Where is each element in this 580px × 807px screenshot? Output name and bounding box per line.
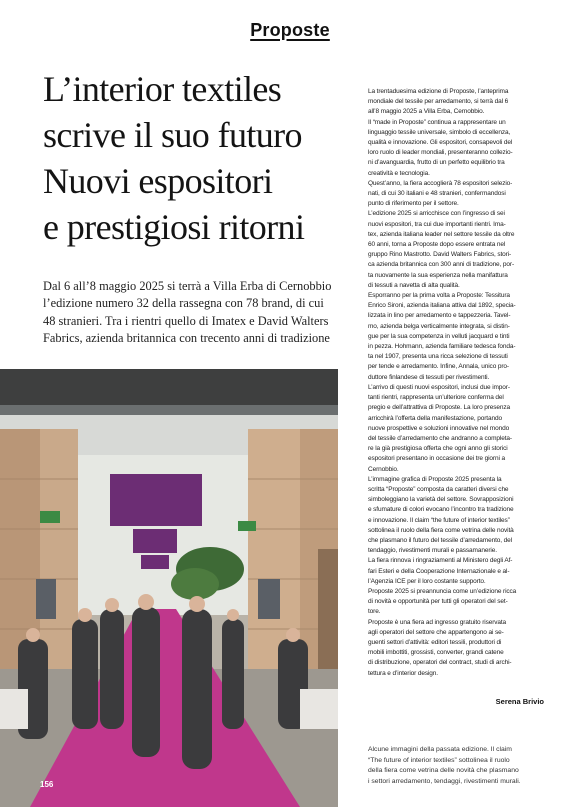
body-line: guenti settori d’attività: editori tessili, produttori di: [368, 638, 502, 646]
body-line: scritta “Proposte” composta da caratteri diversi che: [368, 485, 509, 493]
caption-line: della fiera come vetrina delle novità che plasmano: [368, 767, 519, 774]
headline-line: Nuovi espositori: [43, 161, 273, 201]
headline-line: e prestigiosi ritorni: [43, 207, 305, 247]
body-line: simboleggiano la varietà del settore. Sovrapposizioni: [368, 496, 514, 504]
body-paragraph: [368, 291, 546, 383]
body-line: Esporranno per la prima volta a Proposte: Tessitura: [368, 292, 510, 300]
body-line: La fiera rinnova i ringraziamenti al Ministero degli Af-: [368, 557, 513, 565]
body-line: che plasmano il futuro del tessile d’arredamento, del: [368, 536, 512, 544]
body-line: Il “made in Proposte” continua a rappresentare un: [368, 118, 506, 126]
body-line: linguaggio tessile universale, simbolo di eccellenza,: [368, 128, 511, 136]
body-line: nuove prospettive e soluzioni innovative nel mondo: [368, 424, 510, 432]
body-line: di distribuzione, operatori del contract, studi di archi-: [368, 659, 512, 667]
body-paragraph: [368, 475, 546, 557]
body-line: qualità e innovazione. Gli espositori, consapevoli del: [368, 139, 513, 147]
body-paragraph: [368, 209, 546, 291]
body-line: ta nel 1907, presenta una ricca selezione di tessuti: [368, 353, 508, 361]
body-line: mo, azienda belga verticalmente integrata, si distin-: [368, 322, 510, 330]
body-line: fari Esteri e della Cooperazione Internazionale e al-: [368, 567, 510, 575]
body-line: La trentaduesima edizione di Proposte, l’anteprima: [368, 88, 509, 95]
body-line: duttore finlandese di tessuti per rivestimenti.: [368, 373, 490, 381]
body-line: in pezza. Hohmann, azienda familiare tedesca fonda-: [368, 343, 516, 351]
lead-line: Dal 6 all’8 maggio 2025 si terrà a Villa Erba di Cernobbio: [43, 279, 332, 293]
body-line: tanti rientri, rappresenta un’ulteriore conferma del: [368, 394, 504, 402]
body-line: mondiale del tessile per arredamento, si terrà dal 6: [368, 98, 509, 106]
lead-line: l’edizione numero 32 della rassegna con 78 brand, di cui: [43, 296, 324, 311]
page-number: 156: [40, 780, 54, 789]
body-line: tex, azienda italiana leader nel settore tessile da oltre: [368, 230, 515, 238]
body-line: di tessuti a navetta di alta qualità.: [368, 281, 460, 289]
body-line: tore.: [368, 608, 381, 616]
body-line: punto di riferimento per il settore.: [368, 200, 459, 208]
body-line: l’Agenzia ICE per il loro costante supporto.: [368, 577, 486, 585]
body-line: lizzata in lino per arredamento e tappezzeria. Tavel-: [368, 312, 511, 320]
body-line: L’arrivo di questi nuovi espositori, inclusi due impor-: [368, 383, 510, 391]
body-line: ca azienda britannica con 300 anni di tradizione, por-: [368, 261, 515, 269]
body-paragraph: [368, 556, 546, 587]
lead-paragraph: [43, 278, 357, 348]
body-paragraph: [368, 87, 546, 118]
body-line: gue per la sua competenza in velluti jacquard e tinti: [368, 332, 510, 340]
caption-line: i settori arredamento, tendaggi, rivestimenti murali.: [368, 777, 521, 785]
body-line: mobili imbottiti, grossisti, converter, grandi catene: [368, 649, 504, 657]
body-paragraph: [368, 118, 546, 179]
body-line: e innovazione. Il claim “the future of interior textiles”: [368, 516, 510, 524]
body-line: arricchirà l’offerta della manifestazione, portando: [368, 414, 502, 422]
body-line: sottolinea il ruolo della fiera come vetrina delle novità: [368, 526, 514, 534]
exhibition-hall-photo: [0, 369, 338, 807]
body-line: di novità e opportunità per tutti gli operatori del set-: [368, 598, 508, 606]
body-line: del tessile d’arredamento che andranno a completa-: [368, 434, 512, 442]
author-byline: Serena Brivio: [495, 697, 544, 706]
body-line: Quest’anno, la fiera accoglierà 78 espositori selezio-: [368, 179, 513, 187]
body-line: Cernobbio.: [368, 465, 399, 473]
lead-line: Fabrics, azienda britannica con trecento anni di tradizione: [43, 331, 330, 346]
article-body: [368, 87, 546, 679]
body-line: Enrico Sironi, azienda italiana attiva dal 1892, specia-: [368, 302, 516, 310]
caption-line: “The future of interior textiles” sottolinea il ruolo: [368, 756, 510, 764]
body-line: loro ruolo di leader mondiali, presenteranno collezio-: [368, 149, 513, 157]
body-line: Proposte 2025 si preannuncia come un’edizione ricca: [368, 587, 517, 595]
body-line: all’8 maggio 2025 a Villa Erba, Cernobbio.: [368, 108, 485, 116]
body-line: ni d’avanguardia, frutto di un perfetto equilibrio tra: [368, 159, 505, 167]
section-label: Proposte: [250, 20, 330, 40]
body-line: nati, di cui 30 italiani e 48 stranieri, confermandosi: [368, 190, 506, 198]
body-line: agli operatori del settore che appartengono ai se-: [368, 628, 504, 636]
headline-line: L’interior textiles: [43, 69, 282, 109]
headline-line: scrive il suo futuro: [43, 115, 302, 155]
body-line: gruppo Rino Mastrotto. David Walters Fabrics, stori-: [368, 251, 512, 259]
body-paragraph: [368, 618, 546, 679]
body-line: L’edizione 2025 si arricchisce con l’ingresso di sei: [368, 210, 505, 218]
body-line: espositori presentano in occasione dei tre giorni a: [368, 455, 505, 463]
body-line: Proposte è una fiera ad ingresso gratuito riservata: [368, 618, 507, 626]
body-line: re la già prestigiosa offerta che ogni anno gli storici: [368, 445, 508, 453]
body-line: nuovi espositori, tra cui due importanti rientri. Ima-: [368, 220, 506, 228]
photo-caption: [368, 745, 548, 787]
body-line: pregio e dell’attrattiva di Proposte. La loro presenza: [368, 404, 511, 412]
body-line: tettura e d’interior design.: [368, 669, 438, 677]
body-line: creatività e tecnologia.: [368, 169, 430, 177]
caption-line: Alcune immagini della passata edizione. Il claim: [368, 746, 512, 753]
body-paragraph: [368, 179, 546, 210]
body-line: tendaggio, rivestimenti murali e passamanerie.: [368, 547, 497, 555]
body-line: e sfumature di colori evocano l’incontro tra tradizione: [368, 506, 514, 514]
body-line: 60 anni, torna a Proposte dopo essere entrata nel: [368, 241, 506, 249]
body-line: L’immagine grafica di Proposte 2025 presenta la: [368, 475, 502, 483]
body-line: per tende e arredamento. Infine, Annala, unico pro-: [368, 363, 509, 371]
lead-line: 48 stranieri. Tra i rientri quello di Imatex e David Walters: [43, 313, 329, 328]
body-paragraph: [368, 587, 546, 618]
body-line: ta nuovamente la sua esperienza nella manifattura: [368, 271, 508, 279]
body-paragraph: [368, 383, 546, 475]
headline: [43, 66, 355, 250]
